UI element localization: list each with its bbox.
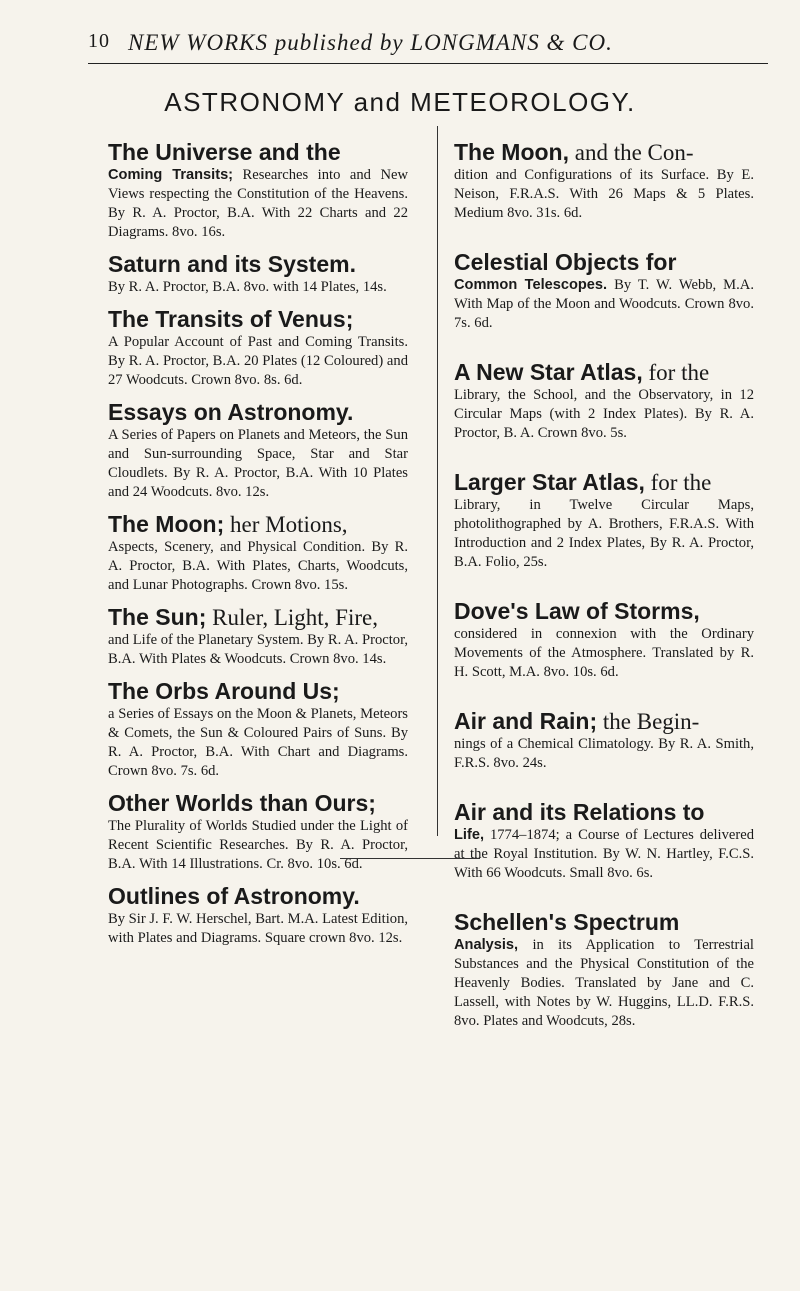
entry-body: By R. A. Proctor, B.A. 8vo. with 14 Plates, 14s.: [108, 279, 387, 295]
section-title: ASTRONOMY and METEOROLOGY.: [164, 87, 636, 117]
entry-title: The Transits of Venus;: [108, 306, 354, 332]
entry-title: A New Star Atlas, for the: [454, 359, 710, 385]
entry-title: Larger Star Atlas, for the: [454, 469, 712, 495]
entry-title: Schellen's Spectrum: [454, 909, 680, 935]
entry-body: Library, the School, and the Observatory, in 12 Circular Maps (with 2 Index Plates). By R. A. Proctor, B. A. Crown 8vo. 5s.: [454, 387, 754, 441]
book-entry: [108, 252, 408, 297]
entry-title: Other Worlds than Ours;: [108, 790, 376, 816]
footer-rule: [340, 858, 480, 859]
header-rule: [88, 63, 768, 64]
entry-title: The Sun; Ruler, Light, Fire,: [108, 604, 378, 630]
entry-body: A Series of Papers on Planets and Meteors, the Sun and Sun-surrounding Space, Star and Star Cloudlets. By R. A. Proctor, B.A. With 10 Plates and 24 Woodcuts. 8vo. 12s.: [108, 427, 408, 500]
book-entry: [108, 400, 408, 502]
book-entry: [108, 679, 408, 781]
entry-title: Air and Rain; the Begin-: [454, 708, 700, 734]
entry-body: and Life of the Planetary System. By R. A. Proctor, B.A. With Plates & Woodcuts. Crown 8vo. 14s.: [108, 632, 408, 667]
entry-title: Saturn and its System.: [108, 251, 356, 277]
entry-body: Aspects, Scenery, and Physical Condition. By R. A. Proctor, B.A. With Plates, Charts, Woodcuts, and Lunar Photographs. Crown 8vo. 15s.: [108, 539, 408, 593]
entry-body: Life, 1774–1874; a Course of Lectures delivered at the Royal Institution. By W. N. Hartley, F.C.S. With 66 Woodcuts. Small 8vo. 6s.: [454, 827, 754, 881]
entry-body: By Sir J. F. W. Herschel, Bart. M.A. Latest Edition, with Plates and Diagrams. Square crown 8vo. 12s.: [108, 911, 409, 946]
page-number: 10: [88, 30, 110, 52]
column-divider: [437, 126, 438, 836]
book-entry: [454, 800, 754, 883]
entry-body: The Plurality of Worlds Studied under the Light of Recent Scientific Researches. By R. A. Proctor, B.A. With 14 Illustrations. Cr. 8vo. 10s. 6d.: [108, 818, 408, 872]
entry-title: The Moon; her Motions,: [108, 511, 348, 537]
book-entry: [454, 360, 754, 443]
entry-body: Coming Transits; Researches into and New Views respecting the Constitution of the Heavens. By R. A. Proctor, B.A. With 22 Charts and 22 Diagrams. 8vo. 16s.: [108, 167, 408, 240]
entry-body: nings of a Chemical Climatology. By R. A. Smith, F.R.S. 8vo. 24s.: [454, 736, 754, 771]
entry-title: Air and its Relations to: [454, 799, 705, 825]
entry-body: dition and Configurations of its Surface. By E. Neison, F.R.A.S. With 26 Maps & 5 Plates. Medium 8vo. 31s. 6d.: [454, 167, 754, 221]
entry-title: The Orbs Around Us;: [108, 678, 340, 704]
book-entry: [108, 884, 408, 948]
book-entry: [454, 140, 754, 223]
book-entry: [108, 307, 408, 390]
book-entry: [454, 910, 754, 1031]
entry-body: Library, in Twelve Circular Maps, photolithographed by A. Brothers, F.R.A.S. With Introduction and 2 Index Plates, By R. A. Proctor, B.A. Folio, 25s.: [454, 497, 754, 570]
entry-title: Dove's Law of Storms,: [454, 598, 700, 624]
entry-title: Celestial Objects for: [454, 249, 677, 275]
right-column: [454, 140, 754, 1058]
entry-title: Essays on Astronomy.: [108, 399, 354, 425]
book-entry: [454, 709, 754, 773]
book-entry: [108, 605, 408, 669]
running-title: NEW WORKS published by LONGMANS & CO.: [128, 30, 613, 55]
entry-body: A Popular Account of Past and Coming Transits. By R. A. Proctor, B.A. 20 Plates (12 Coloured) and 27 Woodcuts. Crown 8vo. 8s. 6d.: [108, 334, 408, 388]
entry-title: Outlines of Astronomy.: [108, 883, 360, 909]
book-entry: [454, 599, 754, 682]
entry-title: The Moon, and the Con-: [454, 139, 694, 165]
entry-title: The Universe and the: [108, 139, 341, 165]
left-column: [108, 140, 408, 958]
book-entry: [108, 791, 408, 874]
book-entry: [108, 140, 408, 242]
entry-body: Analysis, in its Application to Terrestrial Substances and the Physical Constitution of the Heavenly Bodies. Translated by Jane and C. Lassell, with Notes by W. Huggins, LL.D. F.R.S. 8vo. Plates and Woodcuts, 28s.: [454, 937, 754, 1029]
entry-body: Common Telescopes. By T. W. Webb, M.A. With Map of the Moon and Woodcuts. Crown 8vo. 7s. 6d.: [454, 277, 754, 331]
book-entry: [454, 470, 754, 572]
book-entry: [454, 250, 754, 333]
entry-body: a Series of Essays on the Moon & Planets, Meteors & Comets, the Sun & Coloured Pairs of Suns. By R. A. Proctor, B.A. With Chart and Diagrams. Crown 8vo. 7s. 6d.: [108, 706, 408, 779]
book-entry: [108, 512, 408, 595]
entry-body: considered in connexion with the Ordinary Movements of the Atmosphere. Translated by R. H. Scott, M.A. 8vo. 10s. 6d.: [454, 626, 754, 680]
